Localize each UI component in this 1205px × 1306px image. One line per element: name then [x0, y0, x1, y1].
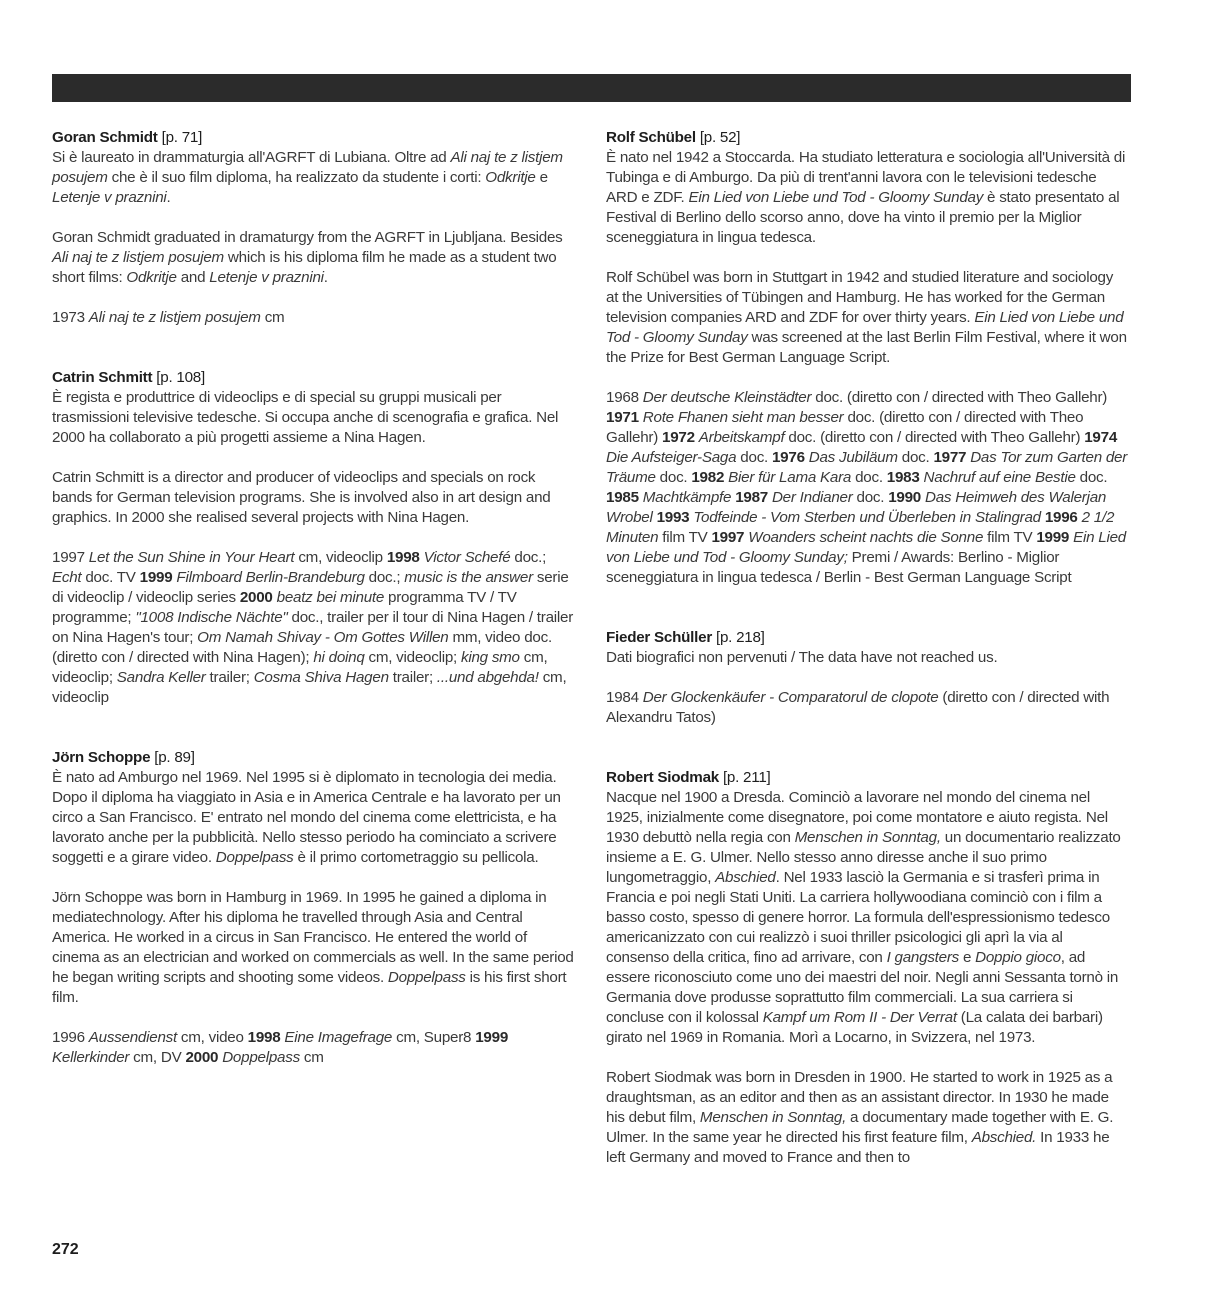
bio-heading: [606, 128, 1128, 148]
filmography: 1973 Ali naj te z listjem posujem cm: [52, 309, 285, 326]
bio-paragraph: Goran Schmidt graduated in dramaturgy from the AGRFT in Ljubljana. Besides Ali naj te z listjem posujem which is his diploma film he made as a student two short films: Odkritje and Letenje v praznini.: [52, 229, 563, 286]
page-ref: [p. 52]: [699, 129, 741, 146]
bio-paragraph: Catrin Schmitt is a director and producer of videoclips and specials on rock bands for German television programs. She is involved also in art design and graphics. In 2000 she realised several projects with Nina Hagen.: [52, 469, 551, 526]
bio-paragraph: Dati biografici non pervenuti / The data have not reached us.: [606, 649, 998, 666]
page-ref: [p. 211]: [722, 769, 771, 786]
page-ref: [p. 89]: [154, 749, 195, 766]
page-ref: [p. 218]: [715, 629, 765, 646]
left-column: [52, 128, 574, 1108]
header-bar: [52, 74, 1131, 102]
bio-heading: [52, 748, 574, 768]
bio-heading: [52, 128, 574, 148]
bio-paragraph: Si è laureato in drammaturgia all'AGRFT di Lubiana. Oltre ad Ali naj te z listjem posujem che è il suo film diploma, ha realizzato da studente i corti: Odkritje e Letenje v praznini.: [52, 149, 563, 206]
filmography: 1984 Der Glockenkäufer - Comparatorul de clopote (diretto con / directed with Alexandru Tatos): [606, 689, 1110, 726]
page-ref: [p. 71]: [161, 129, 203, 146]
filmography: 1968 Der deutsche Kleinstädter doc. (diretto con / directed with Theo Gallehr) 1971 Rote Fhanen sieht man besser doc. (diretto con / directed with Theo Gallehr) 1972 Arbeitskampf doc. (diretto con / directed with Theo Gallehr) 1974 Die Aufsteiger-Saga doc. 1976 Das Jubiläum doc. 1977 Das Tor zum Garten der Träume doc. 1982 Bier für Lama Kara doc. 1983 Nachruf auf eine Bestie doc. 1985 Machtkämpfe 1987 Der Indianer doc. 1990 Das Heimweh des Walerjan Wrobel 1993 Todfeinde - Vom Sterben und Überleben in Stalingrad 1996 2 1/2 Minuten film TV 1997 Woanders scheint nachts die Sonne film TV 1999 Ein Lied von Liebe und Tod - Gloomy Sunday; Premi / Awards: Berlino - Miglior sceneggiatura in lingua tedesca / Berlin - Best German Language Script: [606, 389, 1128, 586]
bio-paragraph: È regista e produttrice di videoclips e di special su gruppi musicali per trasmissioni televisive tedesche. Si occupa anche di scenografia e grafica. Nel 2000 ha collaborato a più progetti assieme a Nina Hagen.: [52, 389, 559, 446]
bio-name: Rolf Schübel: [606, 129, 696, 146]
right-column: [606, 128, 1128, 1208]
bio-name: Catrin Schmitt: [52, 369, 153, 386]
page-ref: [p. 108]: [156, 369, 205, 386]
bio-paragraph: È nato ad Amburgo nel 1969. Nel 1995 si è diplomato in tecnologia dei media. Dopo il diploma ha viaggiato in Asia e in America Centrale e ha lavorato per un circo a San Francisco. E' entrato nel mondo del cinema come elettricista, e ha lavorato anche per la pubblicità. Nello stesso periodo ha cominciato a scrivere soggetti e a girare video. Doppelpass è il primo cortometraggio su pellicola.: [52, 769, 561, 866]
filmography: 1997 Let the Sun Shine in Your Heart cm, videoclip 1998 Victor Schefé doc.; Echt doc. TV 1999 Filmboard Berlin-Brandeburg doc.; music is the answer serie di videoclip / videoclip series 2000 beatz bei minute programma TV / TV programme; "1008 Indische Nächte" doc., trailer per il tour di Nina Hagen / trailer on Nina Hagen's tour; Om Namah Shivay - Om Gottes Willen mm, video doc. (diretto con / directed with Nina Hagen); hi doinq cm, videoclip; king smo cm, videoclip; Sandra Keller trailer; Cosma Shiva Hagen trailer; ...und abgehda! cm, videoclip: [52, 549, 574, 706]
bio-entry: [606, 768, 1128, 1168]
bio-entry: [52, 748, 574, 1068]
bio-name: Goran Schmidt: [52, 129, 158, 146]
bio-paragraph: Nacque nel 1900 a Dresda. Cominciò a lavorare nel mondo del cinema nel 1925, inizialmente come disegnatore, poi come montatore e aiuto regista. Nel 1930 debuttò nella regia con Menschen in Sonntag, un documentario realizzato insieme a E. G. Ulmer. Nello stesso anno diresse anche il suo primo lungometraggio, Abschied. Nel 1933 lasciò la Germania e si trasferì prima in Francia e poi negli Stati Uniti. La carriera hollywoodiana cominciò con i film a basso costo, spesso di genere horror. La formula dell'espressionismo tedesco americanizzato con cui realizzò i suoi thriller psicologici gli aprì la via al consenso della critica, fino ad arrivare, con I gangsters e Doppio gioco, ad essere riconosciuto come uno dei maestri del noir. Negli anni Sessanta tornò in Germania dove produsse soprattutto film commerciali. La sua carriera si concluse con il kolossal Kampf um Rom II - Der Verrat (La calata dei barbari) girato nel 1969 in Romania. Morì a Locarno, in Svizzera, nel 1973.: [606, 789, 1121, 1046]
bio-entry: [606, 628, 1128, 728]
bio-heading: [606, 768, 1128, 788]
bio-paragraph: Robert Siodmak was born in Dresden in 1900. He started to work in 1925 as a draughtsman, as an editor and then as an assistant director. In 1930 he made his debut film, Menschen in Sonntag, a documentary made together with E. G. Ulmer. In the same year he directed his first feature film, Abschied. In 1933 he left Germany and moved to France and then to: [606, 1069, 1114, 1166]
bio-paragraph: Rolf Schübel was born in Stuttgart in 1942 and studied literature and sociology at the Universities of Tübingen and Hamburg. He has worked for the German television companies ARD and ZDF for over thirty years. Ein Lied von Liebe und Tod - Gloomy Sunday was screened at the last Berlin Film Festival, where it won the Prize for Best German Language Script.: [606, 269, 1127, 366]
page-number: 272: [52, 1241, 79, 1258]
bio-name: Jörn Schoppe: [52, 749, 151, 766]
bio-paragraph: È nato nel 1942 a Stoccarda. Ha studiato letteratura e sociologia all'Università di Tubinga e di Amburgo. Da più di trent'anni lavora con le televisioni tedesche ARD e ZDF. Ein Lied von Liebe und Tod - Gloomy Sunday è stato presentato al Festival di Berlino dello scorso anno, dove ha vinto il premio per la Miglior sceneggiatura in lingua tedesca.: [606, 149, 1126, 246]
bio-name: Fieder Schüller: [606, 629, 712, 646]
bio-name: Robert Siodmak: [606, 769, 719, 786]
bio-entry: [52, 368, 574, 708]
bio-entry: [606, 128, 1128, 588]
bio-entry: [52, 128, 574, 328]
bio-paragraph: Jörn Schoppe was born in Hamburg in 1969. In 1995 he gained a diploma in mediatechnology. After his diploma he travelled through Asia and Central America. He worked in a circus in San Francisco. He entered the world of cinema as an electrician and worked on commercials as well. In the same period he began writing scripts and shooting some videos. Doppelpass is his first short film.: [52, 889, 574, 1006]
bio-heading: [606, 628, 1128, 648]
filmography: 1996 Aussendienst cm, video 1998 Eine Imagefrage cm, Super8 1999 Kellerkinder cm, DV 2000 Doppelpass cm: [52, 1029, 509, 1066]
bio-heading: [52, 368, 574, 388]
